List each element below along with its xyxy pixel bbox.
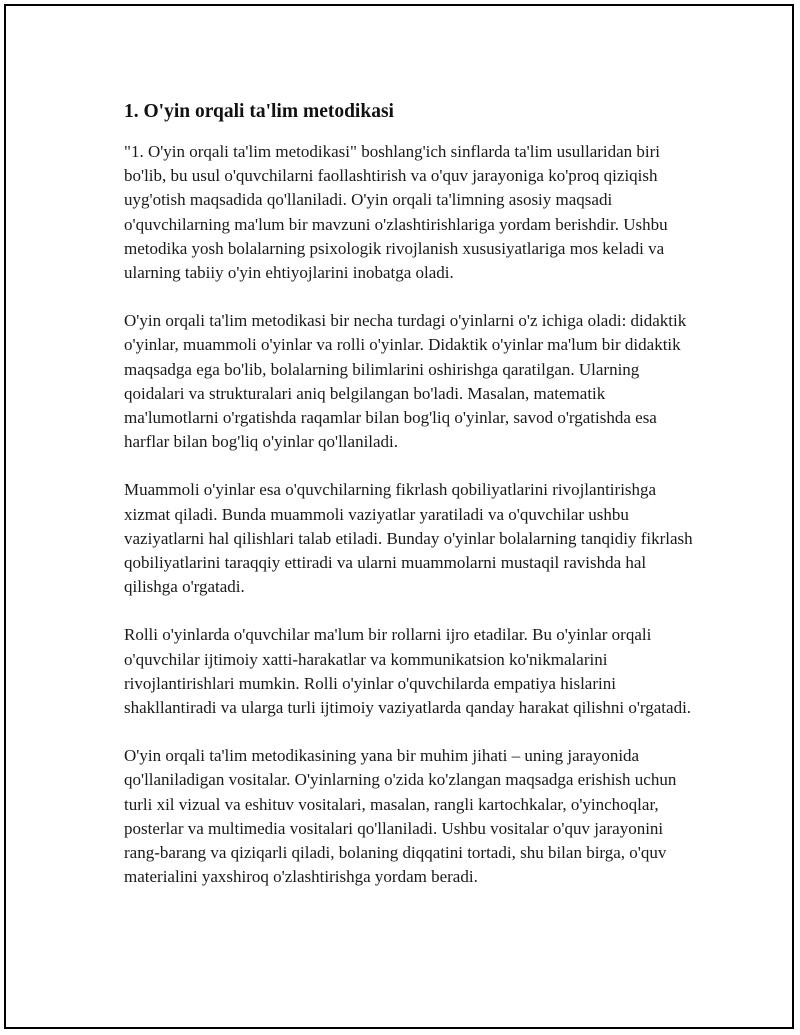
paragraph-problem-games: Muammoli o'yinlar esa o'quvchilarning fikrlash qobiliyatlarini rivojlantirishga xizmat qiladi. Bunda muammoli vaziyatlar yaratiladi va o'quvchilar ushbu vaziyatlarni hal qilishlari talab etiladi. Bunday o'yinlar bolalarning tanqidiy fikrlash qobiliyatlarini taraqqiy ettiradi va ularni muammolarni mustaqil ravishda hal qilishga o'rgatadi. [124,480,693,597]
paragraph-game-types: O'yin orqali ta'lim metodikasi bir necha turdagi o'yinlarni o'z ichiga oladi: didaktik o'yinlar, muammoli o'yinlar va rolli o'yinlar. Didaktik o'yinlar ma'lum bir didaktik maqsadga ega bo'lib, bolalarning bilimlarini oshirishga qaratilgan. Ularning qoidalari va strukturalari aniq belgilangan bo'ladi. Masalan, matematik ma'lumotlarni o'rgatishda raqamlar bilan bog'liq o'yinlar, savod o'rgatishda esa harflar bilan bog'liq o'yinlar qo'llaniladi. [124,311,687,452]
paragraph-role-games: Rolli o'yinlarda o'quvchilar ma'lum bir rollarni ijro etadilar. Bu o'yinlar orqali o'quvchilar ijtimoiy xatti-harakatlar va kommunikatsion ko'nikmalarini rivojlantirishlari mumkin. Rolli o'yinlar o'quvchilarda empatiya hislarini shakllantiradi va ularga turli ijtimoiy vaziyatlarda qanday harakat qilishni o'rgatadi. [124,625,692,718]
document-body [124,98,694,913]
paragraph-tools: O'yin orqali ta'lim metodikasining yana bir muhim jihati – uning jarayonida qo'llaniladigan vositalar. O'yinlarning o'zida ko'zlangan maqsadga erishish uchun turli xil vizual va eshituv vositalari, masalan, rangli kartochkalar, o'yinchoqlar, posterlar va multimedia vositalari qo'llaniladi. Ushbu vositalar o'quv jarayonini rang-barang va qiziqarli qiladi, bolaning diqqatini tortadi, shu bilan birga, o'quv materialini yaxshiroq o'zlashtirishga yordam beradi. [124,746,677,887]
page-frame [4,4,794,1029]
section-heading: 1. O'yin orqali ta'lim metodikasi [124,101,394,122]
paragraph-intro: "1. O'yin orqali ta'lim metodikasi" boshlang'ich sinflarda ta'lim usullaridan biri bo'lib, bu usul o'quvchilarni faollashtirish va o'quv jarayoniga ko'proq qiziqish uyg'otish maqsadida qo'llaniladi. O'yin orqali ta'limning asosiy maqsadi o'quvchilarning ma'lum bir mavzuni o'zlashtirishlariga yordam berishdir. Ushbu metodika yosh bolalarning psixologik rivojlanish xususiyatlariga mos keladi va ularning tabiiy o'yin ehtiyojlarini inobatga oladi. [124,142,668,283]
